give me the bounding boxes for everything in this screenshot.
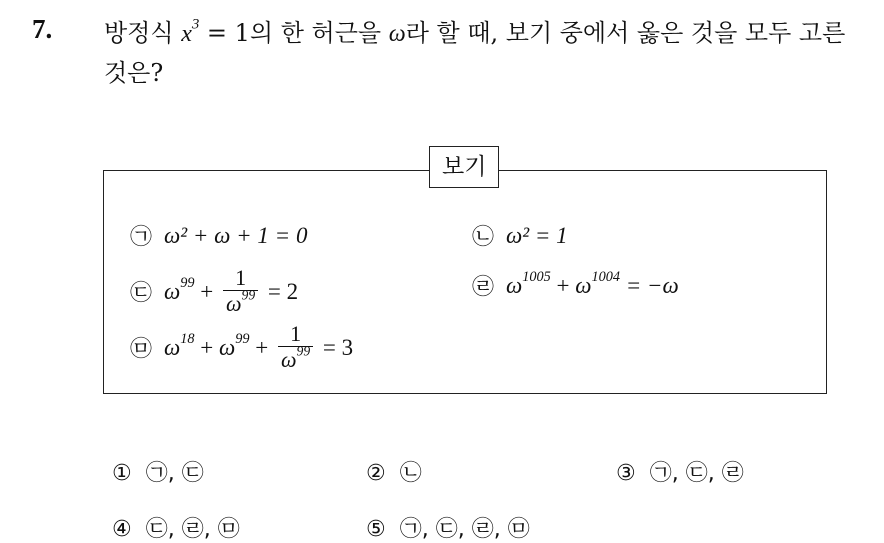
bogi-item-5: [130, 322, 353, 373]
marker-nieun: ㉡: [472, 225, 495, 250]
item-5-tail: = 3: [317, 334, 354, 360]
item-3-plus: +: [194, 278, 219, 304]
stem-omega: ω: [388, 21, 406, 47]
item-3-fraction: [223, 266, 258, 317]
stem-exponent: 3: [191, 16, 200, 33]
bogi-item-2: [472, 220, 568, 251]
question-number: 7.: [32, 14, 53, 44]
marker-digeut: ㉢: [130, 281, 153, 306]
item-1-expr: ω² + ω + 1 = 0: [164, 222, 308, 248]
stem-variable: $x^3$: [181, 16, 200, 47]
bogi-item-3: [130, 266, 298, 317]
question-stem: [104, 14, 874, 93]
choice-2[interactable]: ② ㉡: [366, 461, 422, 486]
bogi-title: 보기: [429, 146, 499, 188]
item-4-term-a: $\omega^{1005}$: [506, 268, 551, 298]
item-4-tail: = −ω: [620, 272, 679, 298]
choice-3[interactable]: ③ ㉠, ㉢, ㉣: [616, 461, 744, 486]
stem-text-2: = 1의 한 허근을: [199, 19, 389, 47]
choice-5[interactable]: ⑤ ㉠, ㉢, ㉣, ㉤: [366, 517, 530, 542]
item-5-term-b: $\omega^{99}$: [219, 330, 250, 360]
item-5-plus: +: [194, 334, 219, 360]
fraction-numerator: 1: [235, 265, 247, 290]
item-5-term-a: $\omega^{18}$: [164, 330, 195, 360]
bogi-item-4: [472, 270, 679, 301]
bogi-item-1: [130, 220, 307, 251]
item-5-plus-2: +: [249, 334, 274, 360]
marker-giyeok: ㉠: [130, 225, 153, 250]
marker-mieum: ㉤: [130, 337, 153, 362]
item-3-term-a: $\omega^{99}$: [164, 274, 195, 304]
item-4-plus: +: [550, 272, 576, 298]
item-4-term-b: $\omega^{1004}$: [575, 268, 620, 298]
marker-rieul: ㉣: [472, 275, 495, 300]
fraction-numerator: 1: [290, 321, 302, 346]
fraction-denominator: $\omega^{99}$: [223, 290, 258, 317]
item-5-fraction: [278, 322, 313, 373]
choice-4[interactable]: ④ ㉢, ㉣, ㉤: [112, 517, 240, 542]
item-2-expr: ω² = 1: [506, 222, 568, 248]
stem-text-1: 방정식: [104, 19, 182, 47]
item-3-tail: = 2: [262, 278, 299, 304]
fraction-denominator: $\omega^{99}$: [278, 346, 313, 373]
stem-text-3: 라 할 때, 보기 중에서 옳은 것을 모두 고른 것은?: [104, 19, 846, 87]
choice-1[interactable]: ① ㉠, ㉢: [112, 461, 204, 486]
